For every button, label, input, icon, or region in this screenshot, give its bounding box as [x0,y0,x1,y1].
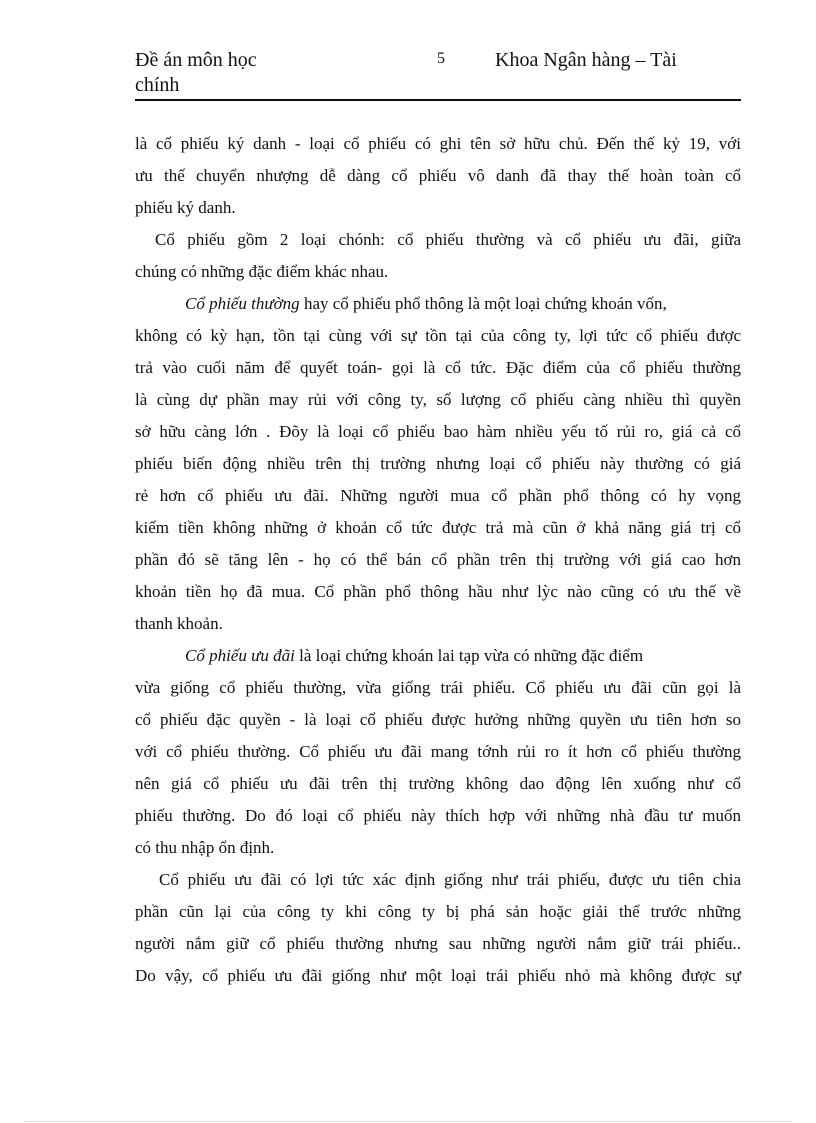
text-line [135,640,741,672]
text-line: Do vậy, cổ phiếu ưu đãi giống như một loại trái phiếu nhỏ mà không được sự [135,966,741,985]
text-line: Cổ phiếu gồm 2 loại chónh: cổ phiếu thường và cổ phiếu ưu đãi, giữa [155,230,741,249]
paragraph-3 [135,288,741,640]
text-line: người nắm giữ cổ phiếu thường nhưng sau những người nắm giữ trái phiếu.. [135,934,741,953]
text-line: thanh khoản. [135,614,223,633]
text-line: ưu thế chuyển nhượng dễ dàng cổ phiếu vô danh đã thay thế hoàn toàn cổ [135,166,741,185]
text-line: sở hữu càng lớn . Đõy là loại cổ phiếu bao hàm nhiều yếu tố rủi ro, giá cả cổ [135,422,741,441]
paragraph-1 [135,128,741,224]
text-line: với cổ phiếu thường. Cổ phiếu ưu đãi mang tớnh rủi ro ít hơn cổ phiếu thường [135,742,741,761]
header-course-title [135,48,295,98]
text-line: khoản tiền họ đã mua. Cổ phần phổ thông hầu như lỳc nào cũng có ưu thế về [135,582,741,601]
paragraph-5 [135,864,741,992]
text-line: phần cũn lại của công ty khi công ty bị phá sản hoặc giải thể trước những [135,902,741,921]
text-line: phiếu biến động nhiều trên thị trường nhưng loại cổ phiếu này thường có giá [135,454,741,473]
text-line: phần đó sẽ tăng lên - họ có thể bán cổ phần trên thị trường với giá cao hơn [135,550,741,569]
text-line: là cùng dự phần may rủi với công ty, số lượng cổ phiếu càng nhiều thì quyền [135,390,741,409]
text-line: trả vào cuối năm để quyết toán- gọi là cổ tức. Đặc điểm của cổ phiếu thường [135,358,741,377]
text-line: là cổ phiếu ký danh - loại cổ phiếu có ghi tên sở hữu chủ. Đến thế kỷ 19, với [135,134,741,153]
text-line: cổ phiếu đặc quyền - là loại cổ phiếu được hưởng những quyền ưu tiên hơn so [135,710,741,729]
text-span: hay cổ phiếu phổ thông là một loại chứng khoán vốn, [299,294,667,313]
text-line: không có kỳ hạn, tồn tại cùng với sự tồn tại của công ty, lợi tức cổ phiếu được [135,326,741,345]
text-line: kiếm tiền không những ở khoản cổ tức được trả mà cũn ở khả năng giá trị cổ [135,518,741,537]
header-course-line2: chính [135,74,180,96]
text-span: là loại chứng khoán lai tạp vừa có những đặc điểm [294,646,644,665]
text-line: phiếu ký danh. [135,198,236,217]
text-line: vừa giống cổ phiếu thường, vừa giống trái phiếu. Cổ phiếu ưu đãi cũn gọi là [135,678,741,697]
header-rule [135,99,741,101]
term-preferred-stock: Cổ phiếu ưu đãi [185,646,295,665]
text-line: Cổ phiếu ưu đãi có lợi tức xác định giống như trái phiếu, được ưu tiên chia [159,870,741,889]
text-line: có thu nhập ổn định. [135,838,275,857]
page-bottom-edge [24,1121,792,1122]
text-line: phiếu thường. Do đó loại cổ phiếu này thích hợp với những nhà đầu tư muốn [135,806,741,825]
header-course-line1: Đề án môn học [135,49,257,71]
paragraph-4 [135,640,741,864]
text-line: chúng có những đặc điểm khác nhau. [135,262,389,281]
text-line [135,288,741,320]
page-number: 5 [437,50,445,67]
document-body [135,128,741,992]
header-faculty: Khoa Ngân hàng – Tài [495,49,677,71]
text-line: rẻ hơn cổ phiếu ưu đãi. Những người mua cổ phần phổ thông có hy vọng [135,486,741,505]
page-header [135,48,741,100]
term-common-stock: Cổ phiếu thường [185,294,300,313]
text-line: nên giá cổ phiếu ưu đãi trên thị trường không dao động lên xuống như cổ [135,774,741,793]
paragraph-2 [135,224,741,288]
